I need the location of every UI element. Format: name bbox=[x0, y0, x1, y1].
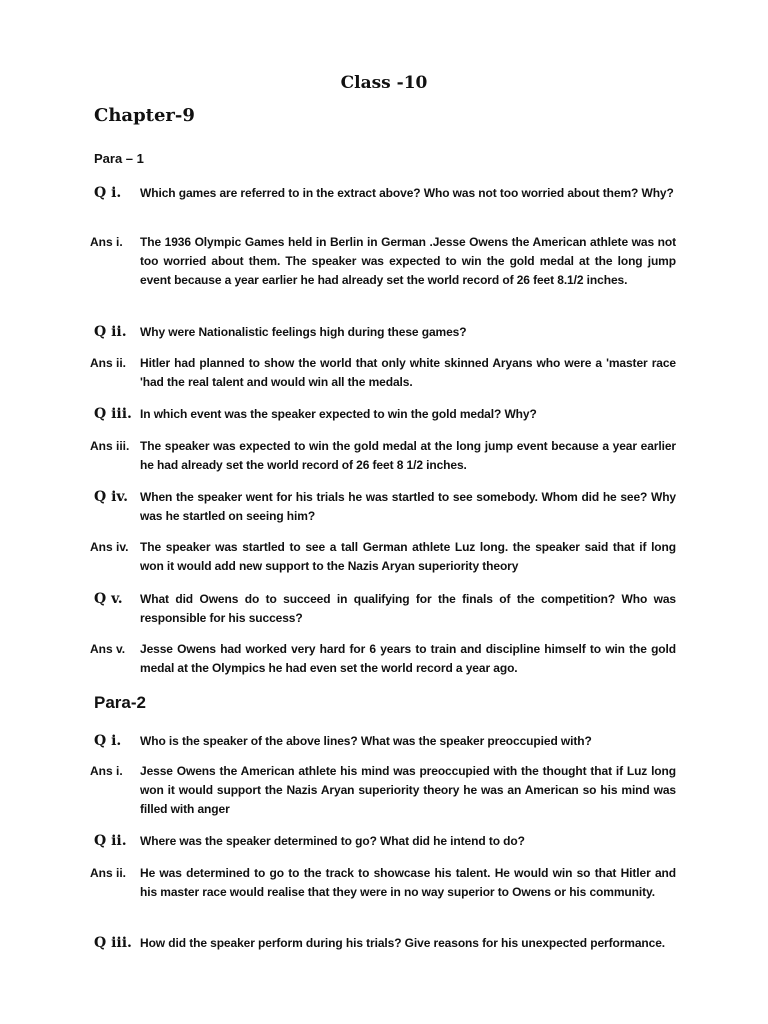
question-label: Q iv. bbox=[94, 489, 128, 505]
question-label: Q i. bbox=[94, 185, 122, 201]
answer-row bbox=[90, 233, 676, 290]
answer-row bbox=[90, 437, 676, 475]
question-row bbox=[94, 832, 676, 851]
answer-label: Ans v. bbox=[90, 642, 126, 656]
question-label: Q v. bbox=[94, 591, 123, 607]
question-label: Q iii. bbox=[94, 935, 132, 951]
answer-text: Jesse Owens the American athlete his mind was preoccupied with the thought that if Luz long won it would support the Nazis Aryan superiority theory he was an American so his mind was filled with anger bbox=[140, 764, 676, 816]
answer-text: Jesse Owens had worked very hard for 6 years to train and discipline himself to win the gold medal at the Olympics he had even set the world record a year ago. bbox=[140, 642, 676, 675]
question-row bbox=[94, 732, 676, 751]
answer-text: The 1936 Olympic Games held in Berlin in German .Jesse Owens the American athlete was not too worried about them. The speaker was expected to win the gold medal at the long jump event because a year earlier he had already set the world record of 26 feet 8.1/2 inches. bbox=[140, 235, 676, 287]
answer-label: Ans iii. bbox=[90, 439, 130, 453]
question-text: In which event was the speaker expected to win the gold medal? Why? bbox=[140, 407, 537, 421]
answer-row bbox=[90, 864, 676, 902]
answer-row bbox=[90, 640, 676, 678]
answer-text: The speaker was startled to see a tall German athlete Luz long. the speaker said that if long won it would add new support to the Nazis Aryan superiority theory bbox=[140, 540, 676, 573]
question-text: When the speaker went for his trials he was startled to see somebody. Whom did he see? Why was he startled on seeing him? bbox=[140, 490, 676, 523]
question-label: Q iii. bbox=[94, 406, 132, 422]
question-label: Q ii. bbox=[94, 833, 127, 849]
answer-label: Ans iv. bbox=[90, 540, 129, 554]
answer-label: Ans i. bbox=[90, 764, 123, 778]
answer-row bbox=[90, 538, 676, 576]
question-row bbox=[94, 488, 676, 526]
question-row bbox=[94, 184, 676, 203]
section-heading: Para – 1 bbox=[94, 151, 144, 166]
question-text: Who is the speaker of the above lines? What was the speaker preoccupied with? bbox=[140, 734, 592, 748]
answer-text: Hitler had planned to show the world that only white skinned Aryans who were a 'master race 'had the real talent and would win all the medals. bbox=[140, 356, 676, 389]
question-label: Q i. bbox=[94, 733, 122, 749]
chapter-title: Chapter-9 bbox=[94, 105, 195, 126]
class-title: Class -10 bbox=[340, 73, 428, 93]
answer-text: He was determined to go to the track to showcase his talent. He would win so that Hitler and his master race would realise that they were in no way superior to Owens or his community. bbox=[140, 866, 676, 899]
section-heading: Para-2 bbox=[94, 693, 146, 712]
answer-label: Ans i. bbox=[90, 235, 123, 249]
question-label: Q ii. bbox=[94, 324, 127, 340]
question-text: Which games are referred to in the extract above? Who was not too worried about them? Why? bbox=[140, 186, 674, 200]
question-row bbox=[94, 323, 676, 342]
question-row bbox=[94, 934, 676, 953]
question-text: Why were Nationalistic feelings high during these games? bbox=[140, 325, 467, 339]
question-row bbox=[94, 405, 676, 424]
answer-row bbox=[90, 354, 676, 392]
answer-label: Ans ii. bbox=[90, 866, 127, 880]
answer-text: The speaker was expected to win the gold medal at the long jump event because a year earlier he had already set the world record of 26 feet 8 1/2 inches. bbox=[140, 439, 676, 472]
answer-label: Ans ii. bbox=[90, 356, 127, 370]
answer-row bbox=[90, 762, 676, 819]
question-row bbox=[94, 590, 676, 628]
question-text: Where was the speaker determined to go? What did he intend to do? bbox=[140, 834, 525, 848]
question-text: How did the speaker perform during his trials? Give reasons for his unexpected performance. bbox=[140, 936, 666, 950]
question-text: What did Owens do to succeed in qualifying for the finals of the competition? Who was responsible for his success? bbox=[140, 592, 676, 625]
